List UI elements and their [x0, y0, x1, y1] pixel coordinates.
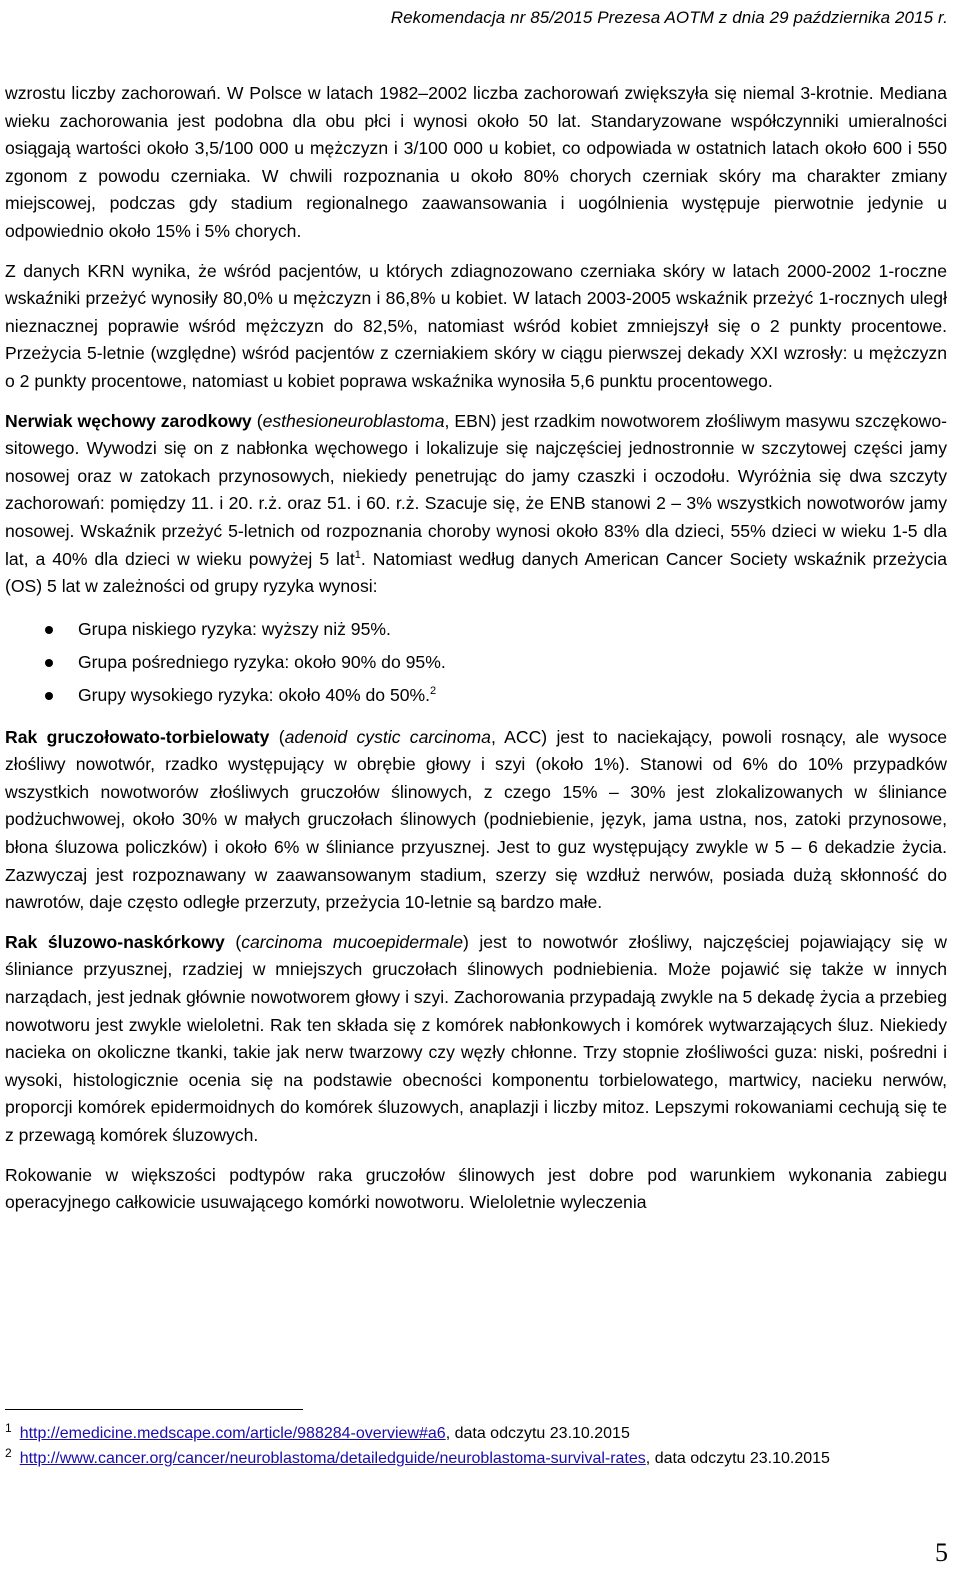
footnote-ref-1[interactable]: 1 — [354, 548, 361, 561]
paragraph-melanoma-epidemiology: wzrostu liczby zachorowań. W Polsce w latach 1982–2002 liczba zachorowań zwiększyła się niemal 3-krotnie. Mediana wieku zachorowania jest podobna dla obu płci i wynosi około 50 lat. Standaryzowane współczynniki umieralności osiągają wartości około 3,5/100 000 u mężczyzn i 3/100 000 u kobiet, co odpowiada w ostatnich latach około 600 i 550 zgonom z powodu czerniaka. W chwili rozpoznania u około 80% chorych czerniak skóry ma charakter zmiany miejscowej, podczas gdy stadium regionalnego zaawansowania i uogólnienia występuje pierwotnie jedynie u odpowiednio około 15% i 5% chorych. — [5, 83, 947, 241]
list-item: Grupy wysokiego ryzyka: około 40% do 50%.$^2$ — [5, 679, 947, 712]
footnotes — [5, 1421, 947, 1471]
document-body — [5, 80, 947, 1229]
list-item: Grupa pośredniego ryzyka: około 90% do 95%. — [5, 646, 947, 679]
footnote-2-link[interactable]: http://www.cancer.org/cancer/neuroblastoma/detailedguide/neuroblastoma-survival-rates — [19, 1450, 646, 1467]
paragraph-esthesioneuroblastoma: Nerwiak węchowy zarodkowy (esthesioneuroblastoma, EBN) jest rzadkim nowotworem złośliwym masywu szczękowo-sitowego. Wywodzi się on z nabłonka węchowego i lokalizuje się najczęściej jednostronnie w szczytowej części jamy nosowej oraz w zatokach przynosowych, niekiedy penetrując do jamy czaszki i oczodołu. Wyróżnia się dwa szczyty zachorowań: pomiędzy 11. i 20. r.ż. oraz 51. i 60. r.ż. Szacuje się, że ENB stanowi 2 – 3% wszystkich nowotworów jamy nosowej. Wskaźnik przeżyć 5-letnich od rozpoznania choroby wynosi około 83% dla dzieci, 55% dzieci w wieku 1-5 dla lat, a 40% dla dzieci w wieku powyżej 5 lat$^1$. Natomiast według danych American Cancer Society wskaźnik przeżycia (OS) 5 lat w zależności od grupy ryzyka wynosi: — [5, 410, 947, 597]
list-item: Grupa niskiego ryzyka: wyższy niż 95%. — [5, 613, 947, 646]
page-number: 5 — [935, 1538, 948, 1567]
risk-group-list — [5, 613, 947, 712]
page-header: Rekomendacja nr 85/2015 Prezesa AOTM z dnia 29 października 2015 r. — [390, 8, 948, 27]
term-acc-latin: adenoid cystic carcinoma — [284, 726, 491, 747]
bullet-icon — [45, 692, 53, 700]
term-acc: Rak gruczołowato-torbielowaty — [5, 726, 270, 747]
term-ebn: Nerwiak węchowy zarodkowy — [5, 410, 252, 431]
paragraph-prognosis: Rokowanie w większości podtypów raka gruczołów ślinowych jest dobre pod warunkiem wykonania zabiegu operacyjnego całkowicie usuwającego komórki nowotworu. Wieloletnie wyleczenia — [5, 1164, 947, 1213]
footnote-1: $^1$ http://emedicine.medscape.com/article/988284-overview#a6, data odczytu 23.10.2015 — [5, 1420, 630, 1442]
term-ebn-latin: esthesioneuroblastoma — [262, 410, 445, 431]
paragraph-melanoma-survival: Z danych KRN wynika, że wśród pacjentów, u których zdiagnozowano czerniaka skóry w latach 2000-2002 1-roczne wskaźniki przeżyć wynosiły 80,0% u mężczyzn i 86,8% u kobiet. W latach 2003-2005 wskaźnik przeżyć 1-rocznych uległ nieznacznej poprawie wśród mężczyzn do 82,5%, natomiast wśród kobiet zmniejszył się o 2 punkty procentowe. Przeżycia 5-letnie (względne) wśród pacjentów z czerniakiem skóry w ciągu pierwszej dekady XXI wzrosły: u mężczyzn o 2 punkty procentowe, natomiast u kobiet poprawa wskaźnika wynosiła 5,6 punktu procentowego. — [5, 260, 947, 391]
term-mec-latin: carcinoma mucoepidermale — [241, 931, 463, 952]
term-mec: Rak śluzowo-naskórkowy — [5, 931, 225, 952]
footnote-2: $^2$ http://www.cancer.org/cancer/neuroblastoma/detailedguide/neuroblastoma-survival-rates, data odczytu 23.10.2015 — [5, 1445, 830, 1467]
paragraph-adenoid-cystic: Rak gruczołowato-torbielowaty (adenoid cystic carcinoma, ACC) jest to naciekający, powoli rosnący, ale wysoce złośliwy nowotwór, rzadko występujący w obrębie głowy i szyi (około 1%). Stanowi od 6% do 10% przypadków wszystkich nowotworów złośliwych gruczołów ślinowych, z czego 15% – 30% jest zlokalizowanych w śliniance podżuchwowej, około 30% w małych gruczołach ślinowych (podniebienie, język, jama ustna, nos, zatoki przynosowe, błona śluzowa policzków) i około 6% w śliniance przyusznej. Jest to guz występujący zwykle w 5 – 6 dekadzie życia. Zazwyczaj jest rozpoznawany w zaawansowanym stadium, szerzy się wzdłuż nerwów, posiada dużą skłonność do nawrotów, daje często odległe przerzuty, przeżycia 10-letnie są bardzo małe. — [5, 726, 947, 913]
paragraph-mucoepidermoid: Rak śluzowo-naskórkowy (carcinoma mucoepidermale) jest to nowotwór złośliwy, najczęściej pojawiający się w śliniance przyusznej, rzadziej w mniejszych gruczołach ślinowych podniebienia. Może pojawić się także w innych narządach, jest jednak głównie nowotworem głowy i szyi. Zachorowania przypadają zwykle na 5 dekadę życia a przebieg nowotworu jest zwykle wieloletni. Rak ten składa się z komórek nabłonkowych i komórek wytwarzających śluz. Niekiedy nacieka on okoliczne tkanki, takie jak nerw twarzowy czy węzły chłonne. Trzy stopnie złośliwości guza: niski, pośredni i wysoki, histologicznie ocenia się na podstawie obecności komponentu torbielowatego, martwicy, nacieku nerwów, proporcji komórek epidermoidnych do komórek śluzowych, anaplazji i liczby mitoz. Lepszymi rokowaniami cechują się te z przewagą komórek śluzowych. — [5, 931, 948, 1145]
footnote-ref-2[interactable]: 2 — [430, 684, 437, 697]
bullet-icon — [45, 626, 53, 634]
footnote-divider — [5, 1409, 303, 1410]
bullet-icon — [45, 659, 53, 667]
footnote-1-link[interactable]: http://emedicine.medscape.com/article/988284-overview#a6 — [19, 1425, 446, 1442]
